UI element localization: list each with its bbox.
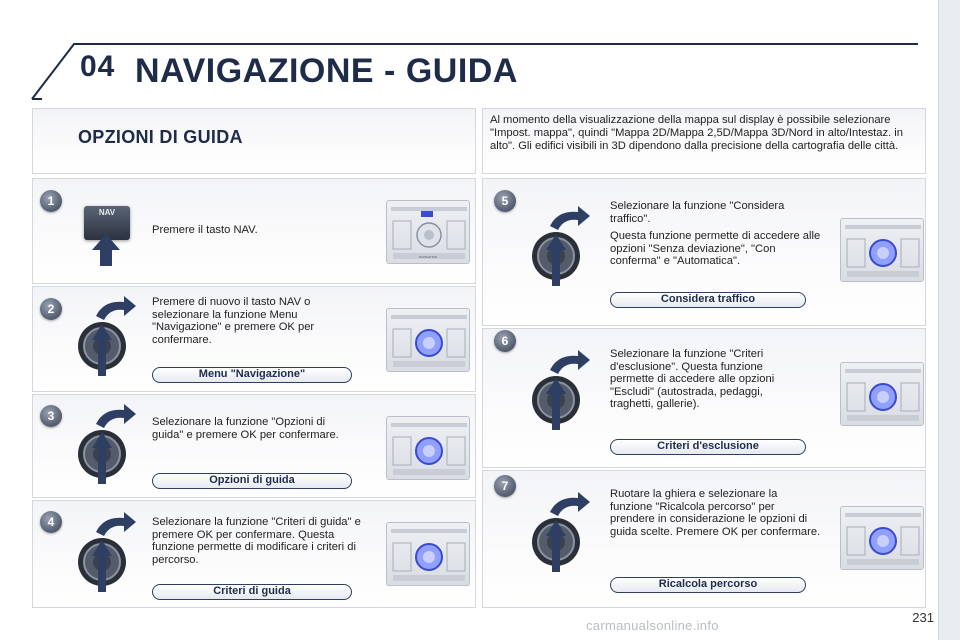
chapter-number: 04 (80, 50, 116, 83)
menu-label-criteri-di-guida: Criteri di guida (152, 584, 352, 600)
step-5-paragraph: Questa funzione permette di accedere alle opzioni "Senza deviazione", "Con conferma" e "Automatica". (610, 230, 821, 268)
step-5-paragraph: Selezionare la funzione "Considera traffico". (610, 200, 785, 225)
control-panel-image (840, 218, 924, 282)
page-number: 231 (912, 610, 934, 625)
knob-icon (528, 490, 594, 576)
step-text-4 (152, 516, 372, 566)
step-number-7: 7 (494, 475, 516, 497)
control-panel-image (386, 416, 470, 480)
panel-caption: NAVIGATION (419, 255, 438, 259)
watermark-text: carmanualsonline.info (586, 618, 719, 633)
knob-icon (74, 402, 140, 488)
step-text-1 (152, 224, 372, 237)
step-6-paragraph: Selezionare la funzione "Criteri d'esclusione". Questa funzione permette di accedere alle opzioni "Escludi" (autostrada, pedaggi, traghetti, gallerie). (610, 348, 775, 411)
step-text-7 (610, 488, 822, 538)
knob-icon (74, 294, 140, 380)
step-2-paragraph: Premere di nuovo il tasto NAV o selezionare la funzione Menu "Navigazione" e premere OK per confermare. (152, 296, 315, 346)
side-tab-strip (938, 0, 960, 640)
menu-label-criteri-esclusione: Criteri d'esclusione (610, 439, 806, 455)
step-number-6: 6 (494, 330, 516, 352)
control-panel-image (386, 522, 470, 586)
step-number-1: 1 (40, 190, 62, 212)
control-panel-image (840, 506, 924, 570)
menu-label-opzioni-di-guida: Opzioni di guida (152, 473, 352, 489)
step-text-3 (152, 416, 348, 441)
knob-icon (528, 204, 594, 290)
knob-icon (528, 348, 594, 434)
step-text-5 (610, 200, 824, 268)
step-text-2 (152, 296, 370, 346)
control-panel-image (386, 200, 470, 264)
intro-text: Al momento della visualizzazione della mappa sul display è possibile selezionare "Impost. mappa", quindi "Mappa 2D/Mappa 2,5D/Mappa 3D/Nord in alto/Intestaz. in alto". Gli edifici visibili in 3D dipendono dalla precisione della cartografia delle città. (490, 114, 904, 153)
step-3-paragraph: Selezionare la funzione "Opzioni di guida" e premere OK per confermare. (152, 416, 339, 441)
chapter-title: NAVIGAZIONE - GUIDA (135, 52, 518, 90)
step-7-paragraph: Ruotare la ghiera e selezionare la funzione "Ricalcola percorso" per prendere in considerazione le opzioni di guida scelte. Premere OK per confermare. (610, 488, 821, 538)
step-number-5: 5 (494, 190, 516, 212)
step-number-2: 2 (40, 298, 62, 320)
control-panel-image (840, 362, 924, 426)
step-4-paragraph: Selezionare la funzione "Criteri di guida" e premere OK per confermare. Questa funzione permette di modificare i criteri di percorso. (152, 516, 361, 566)
nav-button-label: NAV (98, 208, 116, 217)
step-number-4: 4 (40, 511, 62, 533)
menu-label-ricalcola-percorso: Ricalcola percorso (610, 577, 806, 593)
control-panel-image (386, 308, 470, 372)
step-1-paragraph: Premere il tasto NAV. (152, 224, 258, 236)
knob-icon (74, 510, 140, 596)
step-text-6 (610, 348, 800, 411)
press-arrow-icon (88, 232, 124, 268)
menu-label-navigazione: Menu "Navigazione" (152, 367, 352, 383)
menu-label-considera-traffico: Considera traffico (610, 292, 806, 308)
step-number-3: 3 (40, 405, 62, 427)
section-title: OPZIONI DI GUIDA (78, 127, 243, 147)
